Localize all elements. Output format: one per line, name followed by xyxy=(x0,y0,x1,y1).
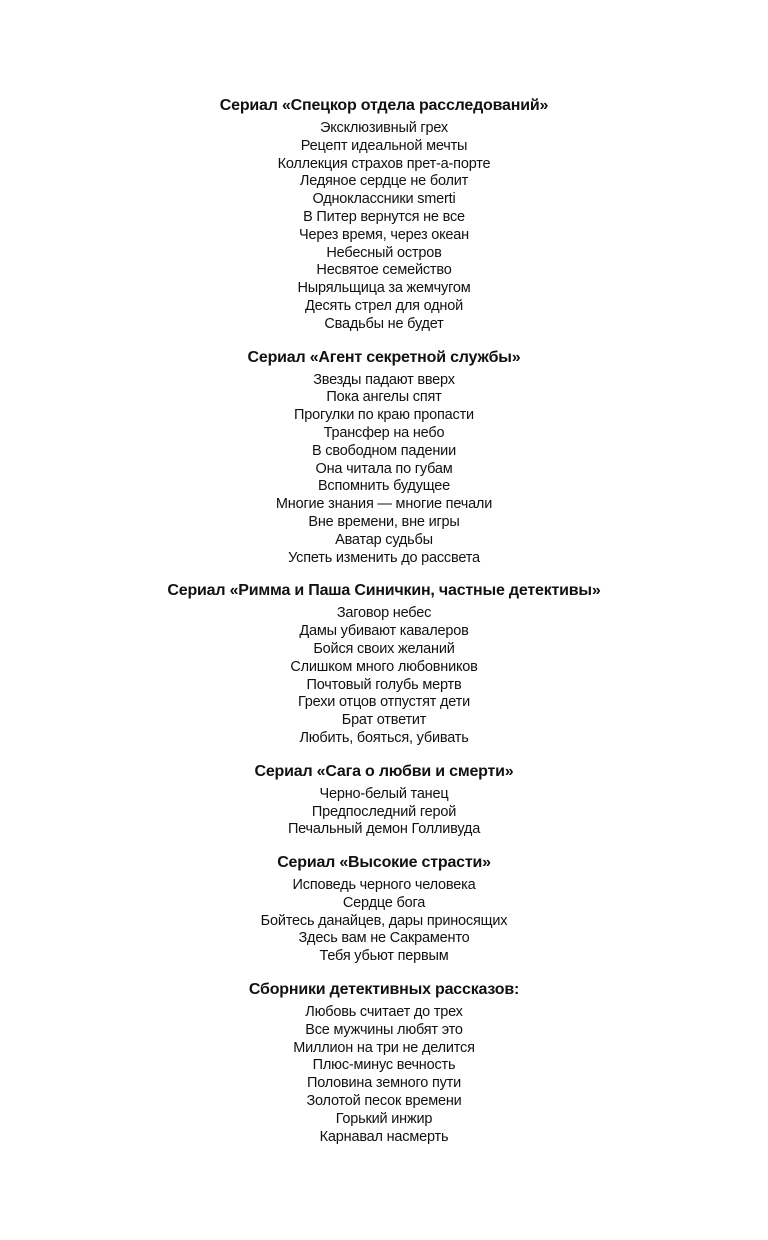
series-title: Сериал «Высокие страсти» xyxy=(277,854,491,872)
book-title: Небесный остров xyxy=(326,244,442,261)
story-collections-section xyxy=(0,980,768,1146)
book-title: Карнавал насмерть xyxy=(319,1128,449,1145)
book-title: Брат ответит xyxy=(341,712,427,729)
book-title: Почтовый голубь мертв xyxy=(306,676,462,693)
book-title: Сердце бога xyxy=(342,894,426,911)
book-title: Аватар судьбы xyxy=(335,531,433,548)
book-title: Черно-белый танец xyxy=(319,785,449,802)
book-title: Любить, бояться, убивать xyxy=(299,729,469,746)
book-title: Исповедь черного человека xyxy=(292,877,476,894)
book-title: В Питер вернутся не все xyxy=(303,208,465,225)
book-list xyxy=(0,120,768,334)
book-title: Дамы убивают кавалеров xyxy=(299,623,469,640)
series-title: Сборники детективных рассказов: xyxy=(248,981,520,999)
book-title: Успеть изменить до рассвета xyxy=(288,549,480,566)
series-section-speckor xyxy=(0,96,768,334)
book-title: Трансфер на небо xyxy=(323,424,445,441)
series-section-sinichkin xyxy=(0,581,768,747)
book-title: Тебя убьют первым xyxy=(319,948,449,965)
book-list-page xyxy=(0,96,768,1160)
book-title: Рецепт идеальной мечты xyxy=(300,137,468,154)
book-title: Здесь вам не Сакраменто xyxy=(298,930,470,947)
book-title: Вспомнить будущее xyxy=(317,478,451,495)
book-title: Бойся своих желаний xyxy=(313,640,455,657)
series-title: Сериал «Римма и Паша Синичкин, частные детективы» xyxy=(167,582,601,600)
book-title: В свободном падении xyxy=(312,442,456,459)
series-section-saga xyxy=(0,762,768,839)
book-title: Десять стрел для одной xyxy=(304,297,464,314)
book-list xyxy=(0,877,768,966)
book-title: Заговор небес xyxy=(336,605,432,622)
series-title: Сериал «Спецкор отдела расследований» xyxy=(219,97,549,114)
book-title: Ныряльщица за жемчугом xyxy=(297,280,471,297)
series-section-strasti xyxy=(0,853,768,966)
book-title: Предпоследний герой xyxy=(311,803,457,820)
book-title: Золотой песок времени xyxy=(306,1093,462,1110)
book-title: Бойтесь данайцев, дары приносящих xyxy=(260,912,508,929)
book-title: Одноклассники smerti xyxy=(312,191,456,208)
book-title: Слишком много любовников xyxy=(290,658,478,675)
series-title: Сериал «Агент секретной службы» xyxy=(247,348,521,366)
book-title: Плюс-минус вечность xyxy=(312,1057,456,1074)
book-title: Ледяное сердце не болит xyxy=(299,173,469,190)
book-title: Печальный демон Голливуда xyxy=(287,821,481,838)
series-section-agent xyxy=(0,348,768,568)
book-title: Пока ангелы спят xyxy=(326,389,442,406)
book-title: Многие знания — многие печали xyxy=(275,496,493,513)
book-title: Коллекция страхов прет-а-порте xyxy=(277,155,491,172)
book-title: Звезды падают вверх xyxy=(313,371,455,388)
book-title: Любовь считает до трех xyxy=(305,1004,463,1021)
book-list xyxy=(0,1004,768,1146)
book-title: Эксклюзивный грех xyxy=(320,120,448,136)
book-list xyxy=(0,372,768,568)
book-title: Она читала по губам xyxy=(315,460,453,477)
book-title: Грехи отцов отпустят дети xyxy=(297,694,471,711)
book-title: Свадьбы не будет xyxy=(324,315,444,332)
book-list xyxy=(0,605,768,747)
book-title: Прогулки по краю пропасти xyxy=(294,407,474,424)
book-title: Миллион на три не делится xyxy=(293,1039,475,1056)
book-title: Половина земного пути xyxy=(306,1075,462,1092)
book-title: Вне времени, вне игры xyxy=(308,513,460,530)
book-title: Несвятое семейство xyxy=(316,262,452,279)
book-title: Все мужчины любят это xyxy=(305,1021,463,1038)
series-title: Сериал «Сага о любви и смерти» xyxy=(254,762,514,780)
book-title: Через время, через океан xyxy=(299,226,469,243)
book-title: Горький инжир xyxy=(335,1110,433,1127)
book-list xyxy=(0,786,768,839)
